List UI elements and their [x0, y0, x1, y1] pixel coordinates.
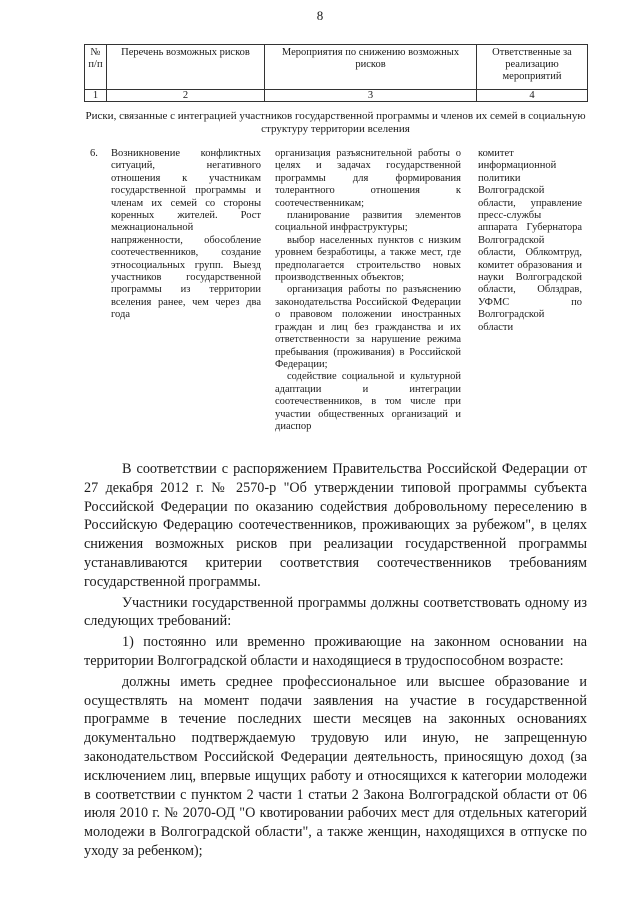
- measure-item: организация работы по разъяснению законодательства Российской Федерации о правовом положении иностранных граждан и лиц без гражданства и их ответственности за нарушение режима пребывания (проживания) в Российской Федерации;: [275, 284, 461, 370]
- table-header-row: [85, 45, 588, 90]
- risk-measures: [275, 148, 461, 433]
- body-text: [84, 460, 587, 863]
- page-number: 8: [316, 8, 324, 23]
- paragraph: В соответствии с распоряжением Правительства Российской Федерации от 27 декабря 2012 г. № 2570-р "Об утверждении типовой программы субъекта Российской Федерации по оказанию содействия добровольному переселению в Российскую Федерацию соотечественников, проживающих за рубежом", в целях снижения возможных рисков при реализации государственной программы устанавливаются критерии соответствия соотечественников требованиям государственной программы.: [84, 461, 587, 590]
- risk-responsible: комитет информационной политики Волгоградской области, управление пресс-службы аппарата Губернатора Волгоградской области, Облкомтруд, комитет образования и науки Волгоградской области, Облздрав, УФМС по Волгоградской области: [478, 148, 582, 333]
- header-number: № п/п: [85, 45, 107, 90]
- column-number: 4: [477, 90, 588, 102]
- column-number: 1: [85, 90, 107, 102]
- column-number: 3: [265, 90, 477, 102]
- header-risks: Перечень возможных рисков: [107, 45, 265, 90]
- measure-item: содействие социальной и культурной адаптации и интеграции соотечественников, в том числе при участии общественных организаций и диаспор: [275, 371, 461, 432]
- header-responsible: Ответственные за реализацию мероприятий: [477, 45, 588, 90]
- measure-item: планирование развития элементов социальной инфраструктуры;: [275, 210, 461, 234]
- section-title: Риски, связанные с интеграцией участников государственной программы и членов их семей в социальную структуру территории вселения: [85, 110, 586, 135]
- table-column-numbers-row: [85, 90, 588, 102]
- risk-number: 6.: [90, 148, 98, 159]
- paragraph: Участники государственной программы должны соответствовать одному из следующих требований:: [84, 594, 587, 630]
- risk-description: Возникновение конфликтных ситуаций, негативного отношения к участникам государственной программы и членам их семей со стороны коренных жителей. Рост межнациональной напряженности, обособление соотечественников, создание этносоциальных групп. Выезд участников государственной программы из территории вселения ранее, чем через два года: [111, 148, 261, 321]
- header-measures: Мероприятия по снижению возможных рисков: [265, 45, 477, 90]
- paragraph: должны иметь среднее профессиональное или высшее образование и осуществлять на момент подачи заявления на участие в государственной программе в течение последних шести месяцев на законных основаниях документально подтверждаемую трудовую или иную, не запрещенную законодательством Российской Федерации деятельность, приносящую доход (за исключением лиц, впервые ищущих работу и относящихся к категории молодежи в соответствии с пунктом 2 части 1 статьи 2 Закона Волгоградской области от 06 июля 2010 г. № 2070-ОД "О квотировании рабочих мест для отдельных категорий молодежи в Волгоградской области", а также женщин, находящихся в отпуске по уходу за ребенком);: [84, 673, 587, 859]
- paragraph: 1) постоянно или временно проживающие на законном основании на территории Волгоградской области и находящиеся в трудоспособном возрасте:: [84, 634, 587, 669]
- measure-item: выбор населенных пунктов с низким уровнем безработицы, а также мест, где предполагается строительство новых производственных объектов;: [275, 234, 461, 284]
- column-number: 2: [107, 90, 265, 102]
- measure-item: организация разъяснительной работы о целях и задачах государственной программы для формирования толерантного отношения к соотечественникам;: [275, 148, 461, 209]
- risk-table-header: [84, 44, 588, 102]
